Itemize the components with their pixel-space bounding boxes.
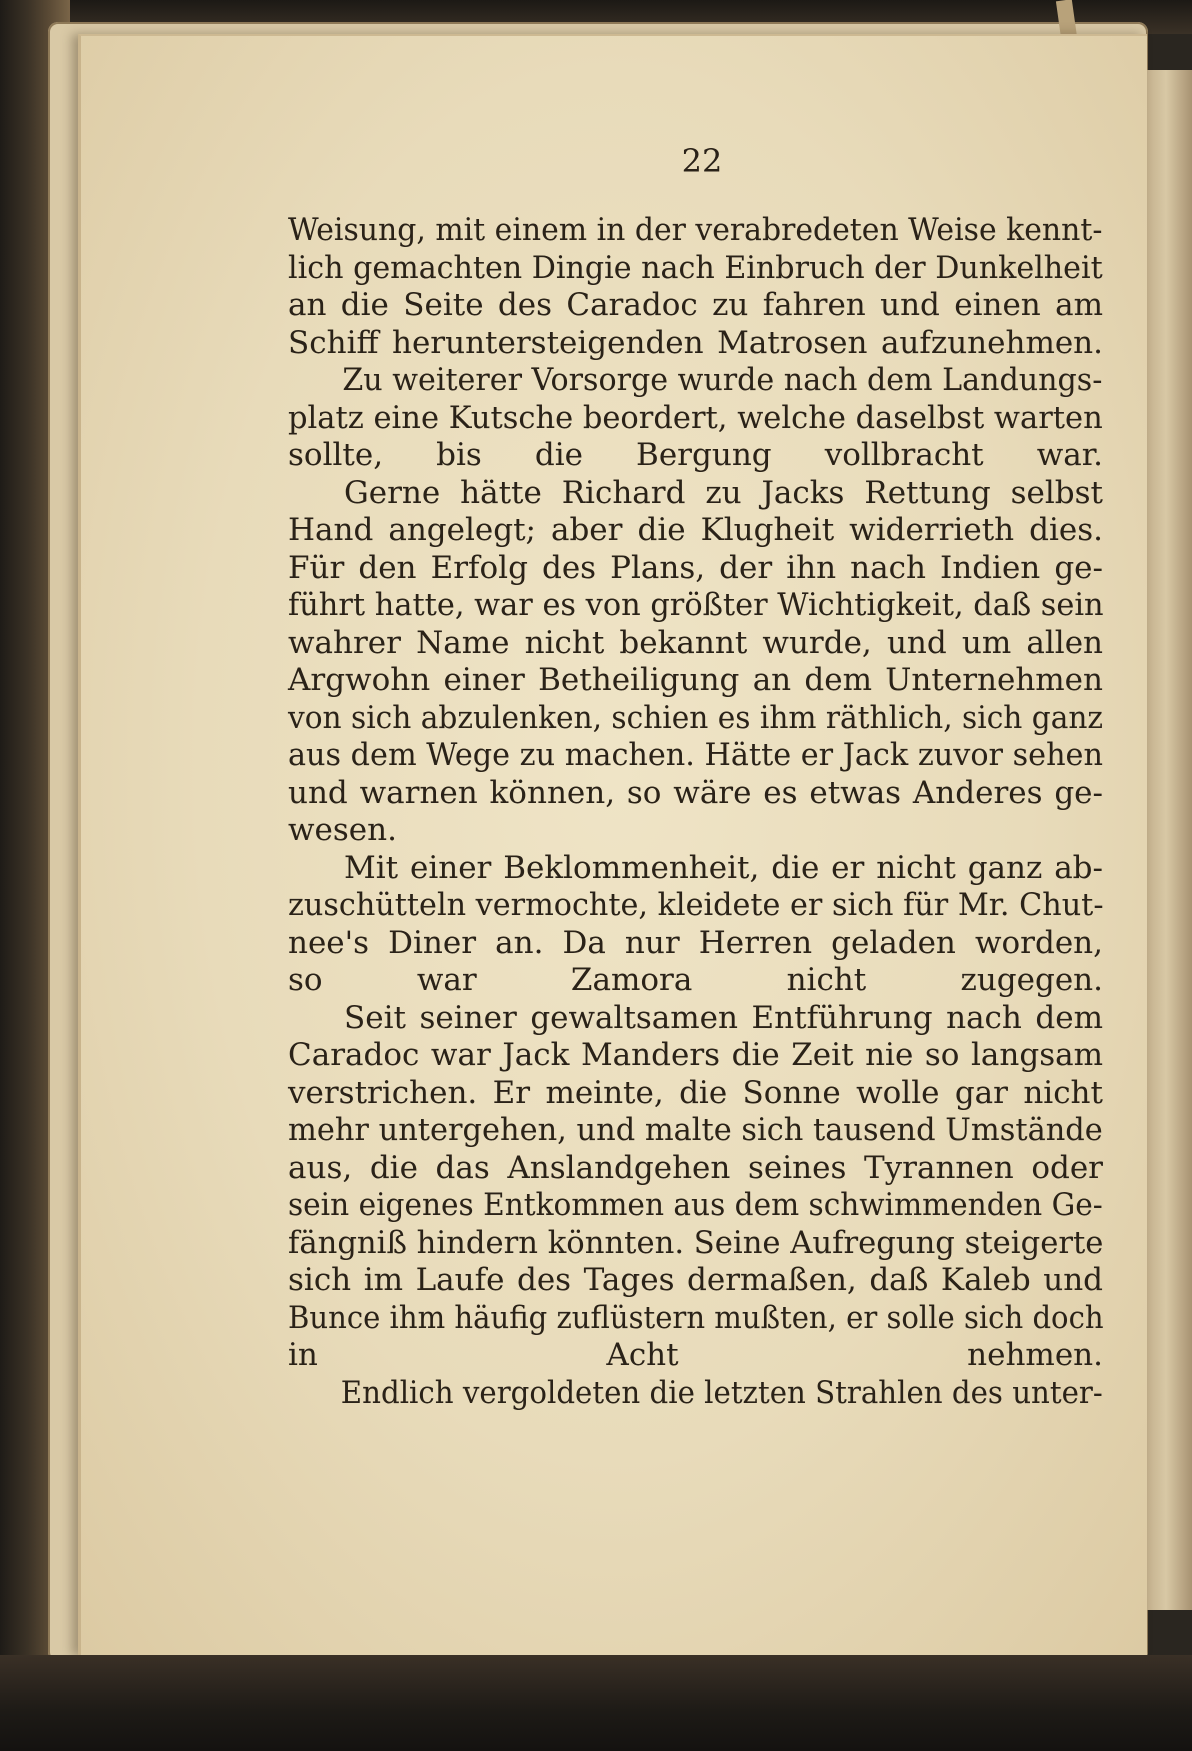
text-line: Seit seiner gewaltsamen Entführung nach dem [344, 999, 1103, 1036]
paragraph-5 [288, 1000, 1103, 1375]
text-line: führt hatte, war es von größter Wichtigkeit, daß sein [288, 587, 1104, 623]
text-line: Schiff heruntersteigenden Matrosen aufzunehmen. [288, 324, 1103, 361]
text-line: Endlich vergoldeten die letzten Strahlen des unter- [340, 1374, 1103, 1411]
text-line: aus, die das Anslandgehen seines Tyrannen oder [288, 1149, 1103, 1186]
text-line: wesen. [288, 812, 397, 848]
page-number: 22 [681, 142, 723, 180]
text-line: Mit einer Beklommenheit, die er nicht ganz ab- [344, 849, 1103, 886]
text-line: in Acht nehmen. [288, 1337, 1103, 1373]
paragraph-1 [288, 212, 1103, 362]
text-line: sich im Laufe des Tages dermaßen, daß Kaleb und [288, 1262, 1103, 1298]
text-line: Gerne hätte Richard zu Jacks Rettung selbst [344, 474, 1103, 511]
text-line: fängniß hindern könnten. Seine Aufregung steigerte [288, 1224, 1104, 1261]
text-line: mehr untergehen, und malte sich tausend Umstände [288, 1112, 1103, 1148]
paragraph-6 [288, 1375, 1103, 1413]
text-line: so war Zamora nicht zugegen. [288, 962, 1103, 998]
text-line: Weisung, mit einem in der verabredeten Weise kennt- [288, 212, 1103, 248]
text-line: Zu weiterer Vorsorge wurde nach dem Landungs- [342, 362, 1103, 398]
page-edge [1140, 70, 1192, 1610]
text-line: von sich abzulenken, schien es ihm räthlich, sich ganz [288, 699, 1104, 736]
text-line: nee's Diner an. Da nur Herren geladen worden, [288, 924, 1103, 961]
text-line: an die Seite des Caradoc zu fahren und einen am [288, 287, 1103, 323]
text-line: Hand angelegt; aber die Klugheit widerrieth dies. [288, 512, 1103, 548]
text-line: sein eigenes Entkommen aus dem schwimmenden Ge- [288, 1187, 1103, 1223]
text-line: Für den Erfolg des Plans, der ihn nach Indien ge- [288, 549, 1103, 586]
text-line: Bunce ihm häufig zuflüstern mußten, er solle sich doch [288, 1299, 1104, 1336]
text-line: sollte, bis die Bergung vollbracht war. [288, 437, 1103, 473]
text-line: Argwohn einer Betheiligung an dem Unternehmen [288, 662, 1103, 698]
body-text [288, 212, 1103, 1412]
text-line: zuschütteln vermochte, kleidete er sich für Mr. Chut- [288, 887, 1104, 923]
text-line: lich gemachten Dingie nach Einbruch der Dunkelheit [288, 249, 1103, 286]
paragraph-2 [288, 362, 1103, 475]
text-line: und warnen können, so wäre es etwas Anderes ge- [288, 774, 1103, 811]
text-line: wahrer Name nicht bekannt wurde, und um allen [288, 624, 1103, 661]
book-cover-bottom [0, 1655, 1192, 1751]
text-line: platz eine Kutsche beordert, welche daselbst warten [288, 399, 1103, 436]
paragraph-3 [288, 475, 1103, 850]
text-line: verstrichen. Er meinte, die Sonne wolle gar nicht [288, 1074, 1103, 1111]
text-line: aus dem Wege zu machen. Hätte er Jack zuvor sehen [288, 737, 1103, 773]
paragraph-4 [288, 850, 1103, 1000]
text-line: Caradoc war Jack Manders die Zeit nie so langsam [288, 1037, 1103, 1073]
